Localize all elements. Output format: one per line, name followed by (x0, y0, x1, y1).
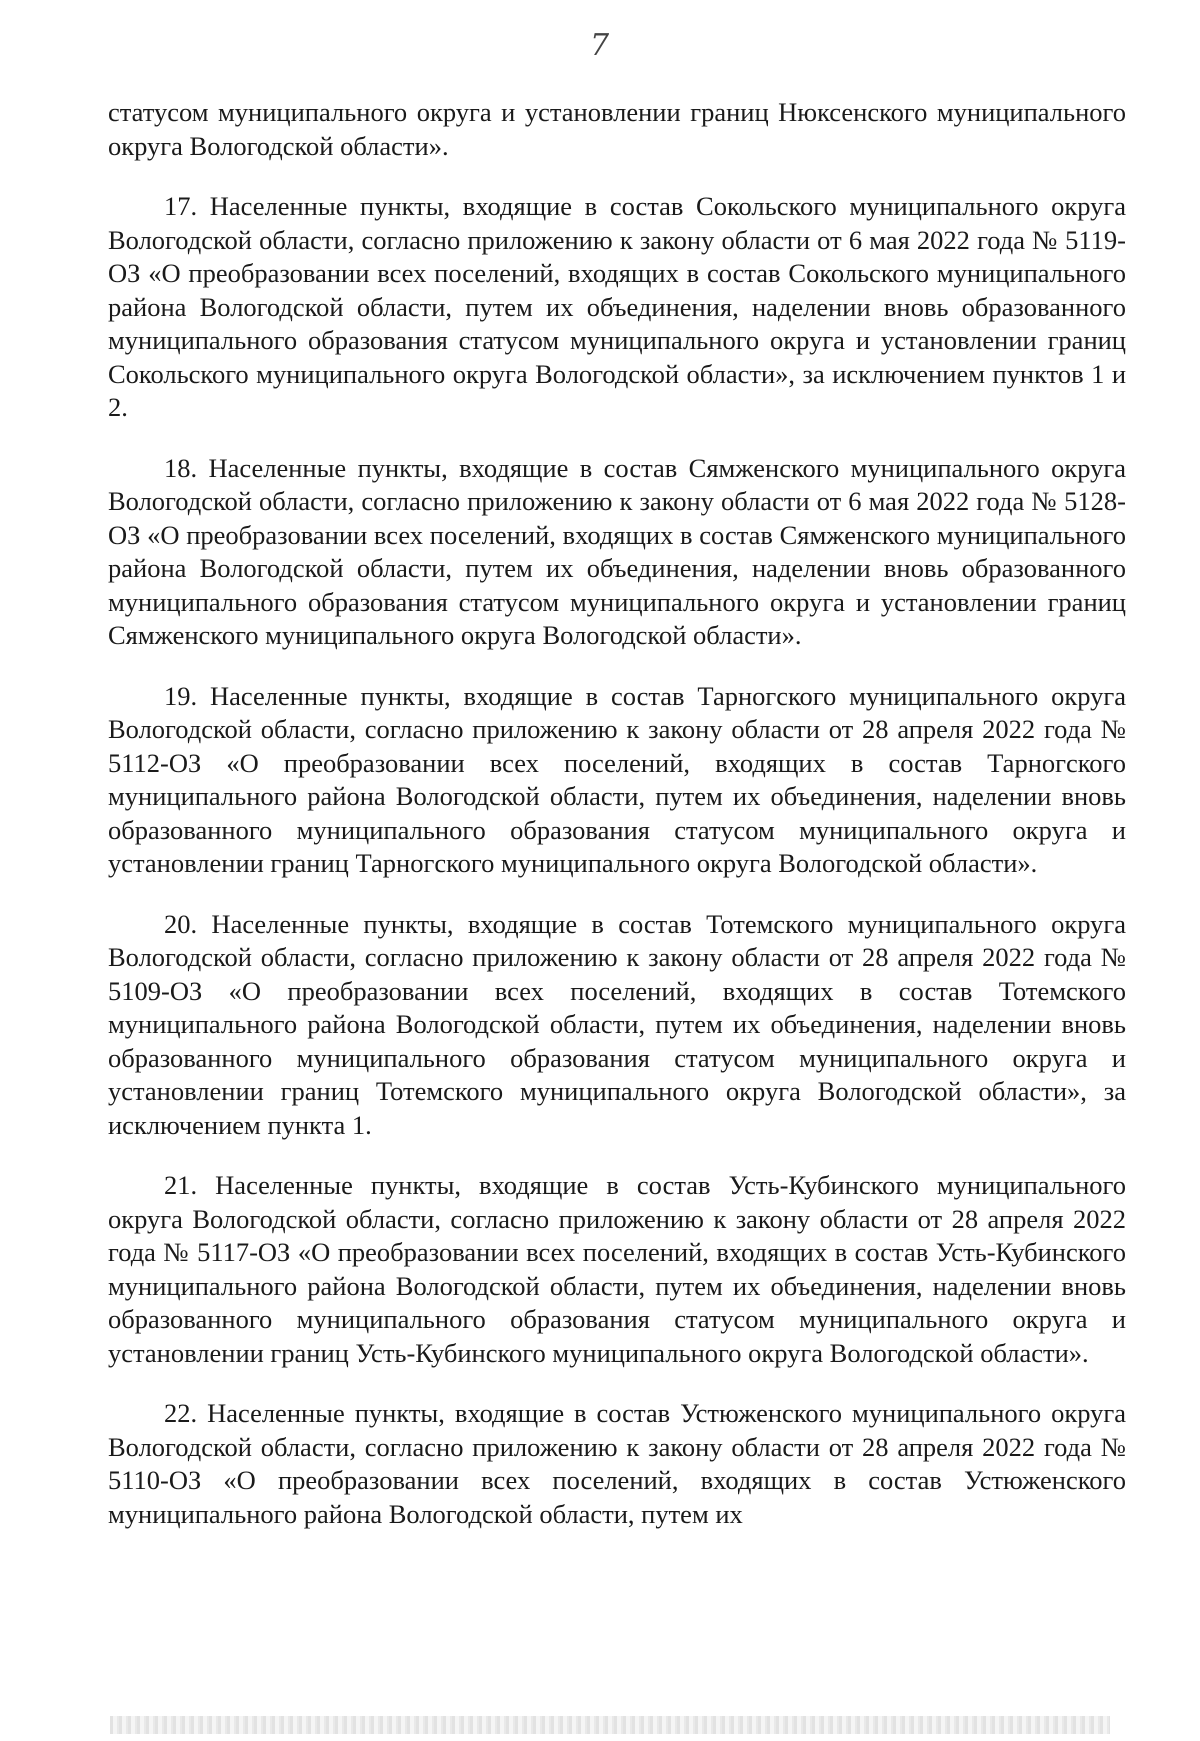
paragraph-item-18: 18. Населенные пункты, входящие в состав Сямженского муниципального округа Вологодской области, согласно приложению к закону области от 6 мая 2022 года № 5128-ОЗ «О преобразовании всех поселений, входящих в состав Сямженского муниципального района Вологодской области, путем их объединения, наделении вновь образованного муниципального образования статусом муниципального округа и установлении границ Сямженского муниципального округа Вологодской области». (108, 452, 1126, 650)
scan-bottom-edge (110, 1716, 1110, 1734)
paragraph-item-21: 21. Населенные пункты, входящие в состав Усть-Кубинского муниципального округа Вологодской области, согласно приложению к закону области от 28 апреля 2022 года № 5117-ОЗ «О преобразовании всех поселений, входящих в состав Усть-Кубинского муниципального района Вологодской области, путем их объединения, наделении вновь образованного муниципального образования статусом муниципального округа и установлении границ Усть-Кубинского муниципального округа Вологодской области». (108, 1170, 1126, 1368)
paragraph-continuation: статусом муниципального округа и установлении границ Нюксенского муниципального округа Вологодской области». (108, 97, 1126, 161)
paragraph-item-17: 17. Населенные пункты, входящие в состав Сокольского муниципального округа Вологодской области, согласно приложению к закону области от 6 мая 2022 года № 5119-ОЗ «О преобразовании всех поселений, входящих в состав Сокольского муниципального района Вологодской области, путем их объединения, наделении вновь образованного муниципального образования статусом муниципального округа и установлении границ Сокольского муниципального округа Вологодской области», за исключением пунктов 1 и 2. (108, 191, 1126, 422)
document-body (108, 96, 1126, 1558)
paragraph-item-22: 22. Населенные пункты, входящие в состав Устюженского муниципального округа Вологодской области, согласно приложению к закону области от 28 апреля 2022 года № 5110-ОЗ «О преобразовании всех поселений, входящих в состав Устюженского муниципального района Вологодской области, путем их (108, 1398, 1126, 1529)
paragraph-item-20: 20. Населенные пункты, входящие в состав Тотемского муниципального округа Вологодской области, согласно приложению к закону области от 28 апреля 2022 года № 5109-ОЗ «О преобразовании всех поселений, входящих в состав Тотемского муниципального района Вологодской области, путем их объединения, наделении вновь образованного муниципального образования статусом муниципального округа и установлении границ Тотемского муниципального округа Вологодской области», за исключением пункта 1. (108, 908, 1126, 1140)
page-number: 7 (589, 28, 611, 63)
paragraph-item-19: 19. Населенные пункты, входящие в состав Тарногского муниципального округа Вологодской области, согласно приложению к закону области от 28 апреля 2022 года № 5112-ОЗ «О преобразовании всех поселений, входящих в состав Тарногского муниципального района Вологодской области, путем их объединения, наделении вновь образованного муниципального образования статусом муниципального округа и установлении границ Тарногского муниципального округа Вологодской области». (108, 680, 1126, 878)
